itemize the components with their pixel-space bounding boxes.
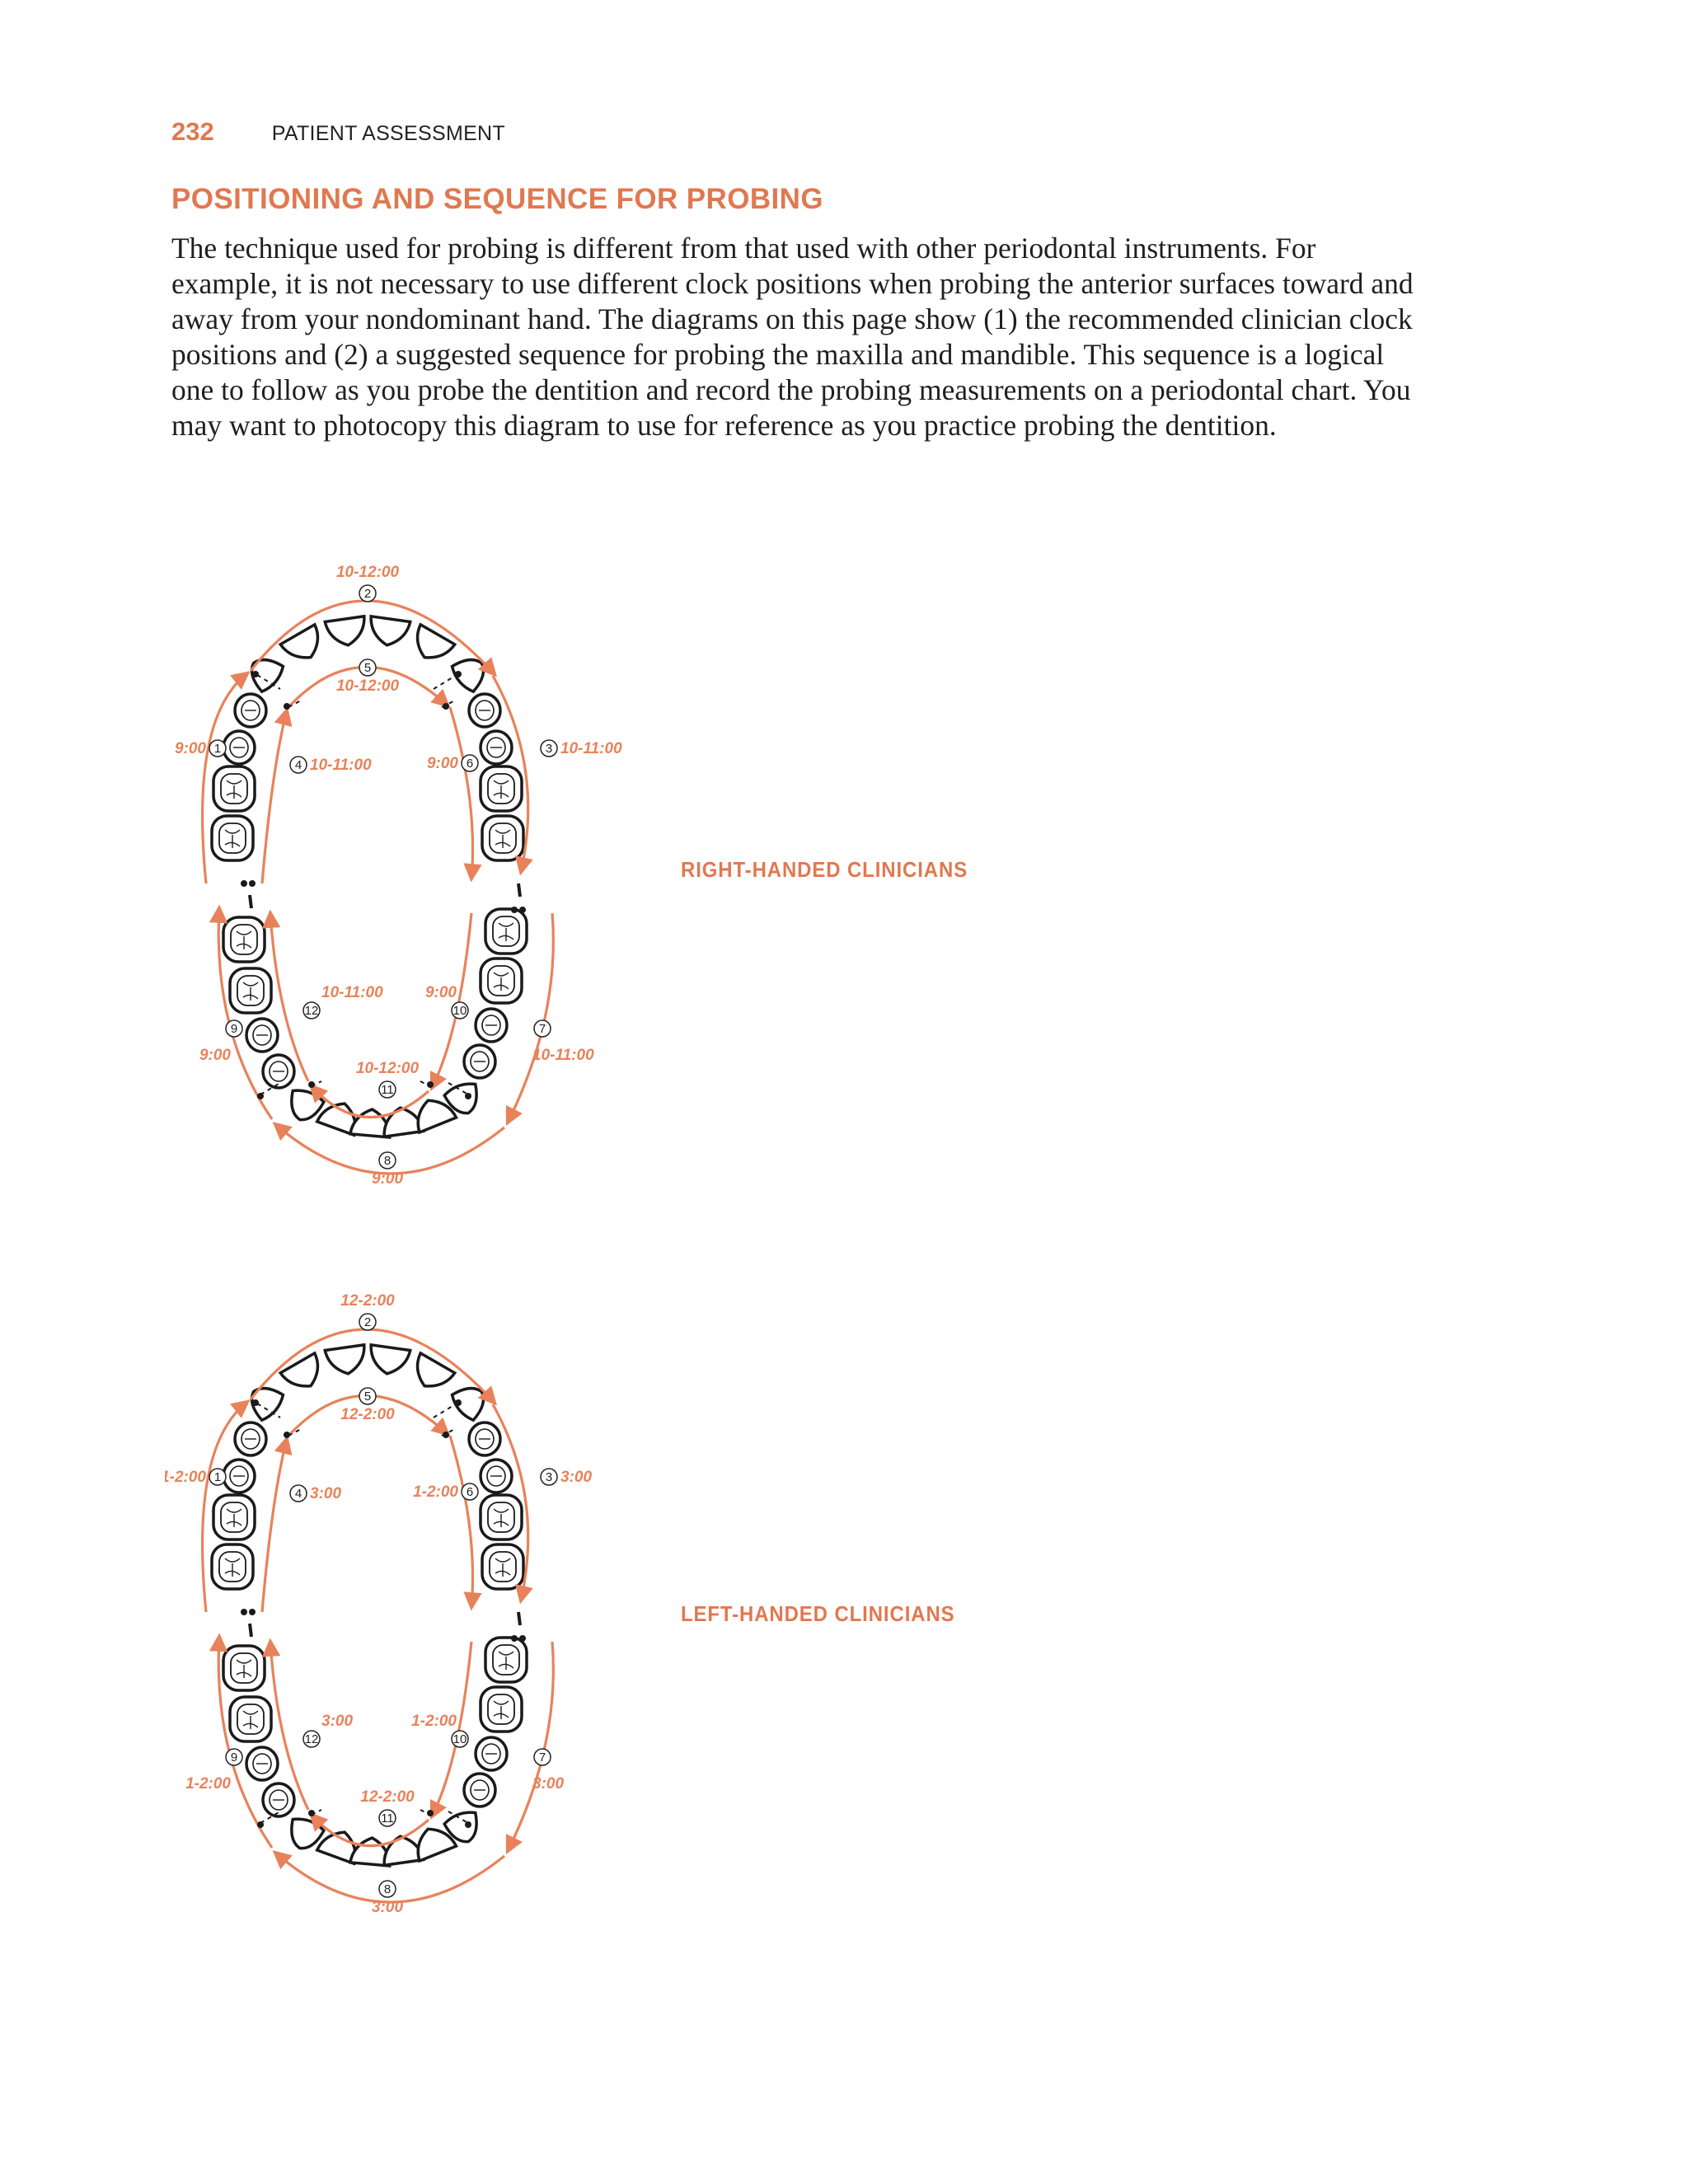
body-paragraph: The technique used for probing is different from that used with other periodontal instruments. For example, it is not necessary to use different clock positions when probing the anterior surfaces toward and away from your nondominant hand. The diagrams on this page show (1) the recommended clinician clock positions and (2) a suggested sequence for probing the maxilla and mandible. This sequence is a logical one to follow as you probe the dentition and record the probing measurements on a periodontal chart. You may want to photocopy this diagram to use for reference as you practice probing the dentition. xyxy=(171,232,1414,442)
step-11-number: 11 xyxy=(381,1811,394,1825)
step-5-marker xyxy=(359,1388,376,1404)
step-8-clock-label: 9:00 xyxy=(371,1170,404,1188)
step-11-number: 11 xyxy=(381,1083,394,1097)
step-7-number: 7 xyxy=(538,1750,546,1765)
step-2-marker xyxy=(359,1314,376,1330)
step-11-clock-label: 12-2:00 xyxy=(360,1788,415,1806)
tooth-premolar xyxy=(246,1019,278,1052)
step-4-marker xyxy=(290,1485,307,1502)
step-12-marker xyxy=(303,1002,320,1019)
tooth-canine xyxy=(449,650,493,694)
step-2-number: 2 xyxy=(363,587,372,601)
upper-arch-teeth xyxy=(212,1345,523,1589)
step-7-clock-label: 3:00 xyxy=(532,1775,565,1793)
tooth-molar xyxy=(481,1687,522,1732)
step-4-number: 4 xyxy=(294,758,302,772)
step-3-clock-label: 10-11:00 xyxy=(560,740,622,757)
tooth-premolar xyxy=(464,1774,495,1807)
step-5-clock-label: 10-12:00 xyxy=(335,677,400,695)
step-4-number: 4 xyxy=(294,1487,302,1501)
step-4-marker xyxy=(290,757,307,773)
step-10-clock-label: 1-2:00 xyxy=(411,1713,457,1730)
step-7-clock-label: 10-11:00 xyxy=(532,1047,594,1064)
tooth-molar xyxy=(213,766,255,811)
tooth-incisor xyxy=(368,1345,410,1376)
tooth-molar xyxy=(485,909,527,954)
step-6-clock-label: 1-2:00 xyxy=(413,1483,458,1501)
step-6-number: 6 xyxy=(466,1485,474,1499)
step-6-number: 6 xyxy=(466,757,474,771)
step-2-clock-label: 12-2:00 xyxy=(340,1292,395,1310)
step-7-marker xyxy=(534,1749,551,1765)
right-handed-label: RIGHT-HANDED CLINICIANS xyxy=(681,857,968,882)
tooth-premolar xyxy=(476,1737,507,1770)
step-9-marker xyxy=(226,1020,242,1037)
tooth-molar xyxy=(230,968,271,1013)
step-3-clock-label: 3:00 xyxy=(560,1469,593,1486)
step-1-clock-label: 9:00 xyxy=(174,740,206,757)
step-6-marker xyxy=(462,755,478,771)
step-5-number: 5 xyxy=(363,661,372,675)
lower-arch-teeth xyxy=(223,1638,527,1866)
step-11-clock-label: 10-12:00 xyxy=(355,1060,420,1077)
step-2-marker xyxy=(359,585,376,602)
left-handed-label: LEFT-HANDED CLINICIANS xyxy=(681,1601,955,1626)
step-9-number: 9 xyxy=(230,1750,238,1765)
step-1-number: 1 xyxy=(213,742,222,756)
step-12-number: 12 xyxy=(304,1732,319,1746)
step-3-number: 3 xyxy=(545,742,553,756)
tooth-molar xyxy=(485,1638,527,1682)
right-handed-diagram xyxy=(165,554,676,1217)
tooth-molar xyxy=(481,958,522,1003)
step-5-number: 5 xyxy=(363,1390,372,1404)
tooth-premolar xyxy=(469,1422,500,1455)
step-1-number: 1 xyxy=(213,1470,222,1484)
lower-arch-teeth xyxy=(223,909,527,1137)
step-3-marker xyxy=(541,1469,557,1485)
tooth-premolar xyxy=(464,1045,495,1078)
tooth-molar xyxy=(223,1646,265,1690)
tooth-premolar xyxy=(223,1460,255,1493)
step-5-clock-label: 12-2:00 xyxy=(340,1406,395,1423)
step-8-marker xyxy=(379,1881,396,1897)
step-3-number: 3 xyxy=(545,1470,553,1484)
tooth-incisor xyxy=(368,616,410,648)
tooth-molar xyxy=(212,1544,253,1589)
tooth-molar xyxy=(223,917,265,962)
step-9-clock-label: 1-2:00 xyxy=(185,1775,231,1793)
tooth-canine xyxy=(243,650,287,694)
step-1-clock-label: 1-2:00 xyxy=(165,1469,206,1486)
dental-arch-diagram xyxy=(165,554,676,1213)
tooth-premolar xyxy=(223,731,255,764)
tooth-premolar xyxy=(263,1055,294,1088)
step-10-number: 10 xyxy=(452,1004,467,1018)
step-10-clock-label: 9:00 xyxy=(424,984,457,1001)
step-2-number: 2 xyxy=(363,1315,372,1329)
tooth-premolar xyxy=(481,1460,512,1493)
tooth-premolar xyxy=(476,1009,507,1042)
step-11-marker xyxy=(379,1810,396,1826)
step-6-clock-label: 9:00 xyxy=(426,755,458,772)
step-12-clock-label: 3:00 xyxy=(321,1713,354,1730)
tooth-premolar xyxy=(469,694,500,727)
step-10-number: 10 xyxy=(452,1732,467,1746)
page-header xyxy=(171,117,505,147)
step-12-number: 12 xyxy=(304,1004,319,1018)
left-handed-diagram xyxy=(165,1282,676,1946)
upper-arch-teeth xyxy=(212,616,523,860)
step-12-marker xyxy=(303,1731,320,1747)
step-8-number: 8 xyxy=(383,1882,392,1896)
step-9-marker xyxy=(226,1749,242,1765)
step-6-marker xyxy=(462,1483,478,1500)
tooth-premolar xyxy=(481,731,512,764)
step-4-clock-label: 3:00 xyxy=(310,1485,342,1502)
step-8-marker xyxy=(379,1152,396,1169)
step-4-clock-label: 10-11:00 xyxy=(310,757,372,774)
tooth-molar xyxy=(481,1495,522,1540)
tooth-molar xyxy=(481,766,522,811)
dental-arch-diagram xyxy=(165,1282,676,1942)
step-9-number: 9 xyxy=(230,1022,238,1036)
step-7-marker xyxy=(534,1020,551,1037)
page-number: 232 xyxy=(171,117,214,146)
tooth-molar xyxy=(212,816,253,860)
step-8-clock-label: 3:00 xyxy=(371,1899,404,1916)
step-11-marker xyxy=(379,1081,396,1098)
tooth-premolar xyxy=(235,694,266,727)
step-5-marker xyxy=(359,659,376,676)
clock-position-labels xyxy=(165,1292,592,1916)
clock-position-labels xyxy=(175,564,622,1188)
step-8-number: 8 xyxy=(383,1154,392,1168)
step-1-marker xyxy=(209,1469,226,1485)
step-1-marker xyxy=(209,740,226,757)
tooth-incisor xyxy=(325,1345,368,1376)
step-10-marker xyxy=(452,1731,468,1747)
tooth-molar xyxy=(482,1544,523,1589)
step-3-marker xyxy=(541,740,557,757)
tooth-premolar xyxy=(235,1422,266,1455)
section-title: POSITIONING AND SEQUENCE FOR PROBING xyxy=(171,183,823,215)
tooth-incisor xyxy=(325,616,368,648)
tooth-canine xyxy=(449,1379,493,1422)
running-head: PATIENT ASSESSMENT xyxy=(271,122,505,145)
step-10-marker xyxy=(452,1002,468,1019)
step-9-clock-label: 9:00 xyxy=(199,1047,231,1064)
tooth-molar xyxy=(230,1697,271,1741)
tooth-premolar xyxy=(246,1747,278,1780)
step-7-number: 7 xyxy=(538,1022,546,1036)
tooth-molar xyxy=(482,816,523,860)
tooth-molar xyxy=(213,1495,255,1540)
step-12-clock-label: 10-11:00 xyxy=(321,984,383,1001)
tooth-canine xyxy=(243,1379,287,1422)
tooth-premolar xyxy=(263,1783,294,1816)
step-2-clock-label: 10-12:00 xyxy=(335,564,400,581)
